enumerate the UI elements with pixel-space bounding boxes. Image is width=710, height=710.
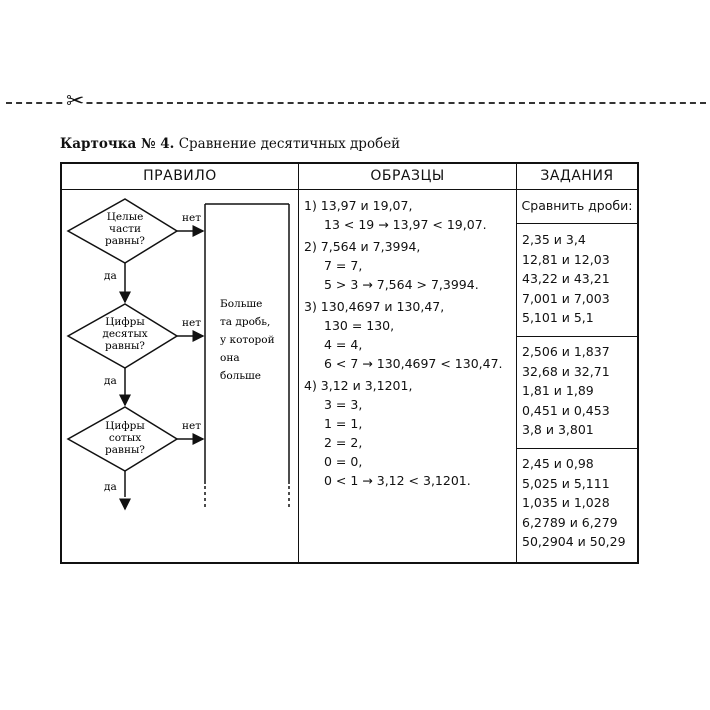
diamond-label: Цифры	[105, 316, 145, 328]
task-item: 6,2789 и 6,279	[522, 514, 618, 530]
sample-line: 6 < 7 → 130,4697 < 130,47.	[324, 356, 503, 371]
diamond-label: равны?	[105, 340, 145, 352]
sample-line: 4 = 4,	[324, 337, 363, 352]
diamond-label: равны?	[105, 444, 145, 456]
yes-label: да	[104, 270, 117, 282]
result-text: больше	[220, 370, 262, 382]
sample-line: 1) 13,97 и 19,07,	[304, 198, 413, 213]
task-item: 7,001 и 7,003	[522, 290, 610, 306]
samples-list	[304, 196, 514, 493]
task-item: 1,035 и 1,028	[522, 495, 610, 510]
diamond-label: равны?	[105, 235, 145, 247]
rule-table	[60, 162, 639, 564]
no-label: нет	[182, 420, 202, 432]
task-group	[522, 454, 640, 552]
header-samples: ОБРАЗЦЫ	[370, 168, 445, 184]
task-item: 43,22 и 43,21	[522, 271, 610, 286]
sample-line: 2 = 2,	[324, 435, 363, 450]
card-number: Карточка № 4.	[60, 136, 175, 152]
task-item: 1,81 и 1,89	[522, 383, 594, 398]
task-item: 32,68 и 32,71	[522, 363, 610, 379]
task-item: 2,45 и 0,98	[522, 456, 594, 471]
task-divider	[516, 336, 637, 337]
no-label: нет	[182, 212, 202, 224]
sample-line: 5 > 3 → 7,564 > 7,3994.	[324, 277, 479, 292]
task-group	[522, 230, 640, 328]
task-item: 5,025 и 5,111	[522, 475, 610, 491]
scissors-icon: ✂	[66, 89, 85, 114]
result-text: Больше	[220, 298, 263, 310]
dashed-line	[6, 102, 706, 104]
task-divider	[516, 223, 637, 224]
result-text: у которой	[220, 334, 275, 346]
sample-item	[304, 237, 514, 294]
sample-item	[304, 297, 514, 373]
card-topic: Сравнение десятичных дробей	[178, 136, 401, 152]
task-item: 12,81 и 12,03	[522, 251, 610, 267]
diamond-label: Цифры	[105, 420, 145, 432]
sample-line: 3) 130,4697 и 130,47,	[304, 299, 445, 314]
tasks-instruction: Сравнить дроби:	[521, 198, 633, 213]
task-group	[522, 342, 640, 440]
card-title	[60, 136, 400, 152]
diamond-label: части	[109, 223, 141, 235]
sample-line: 7 = 7,	[324, 258, 363, 273]
task-item: 0,451 и 0,453	[522, 402, 610, 418]
flowchart	[62, 164, 298, 562]
task-divider	[516, 448, 637, 449]
sample-line: 130 = 130,	[324, 318, 395, 333]
result-text: та дробь,	[220, 316, 271, 328]
task-item: 3,8 и 3,801	[522, 422, 594, 437]
sample-item	[304, 376, 514, 490]
diamond-label: сотых	[108, 432, 142, 444]
sample-line: 1 = 1,	[324, 416, 363, 431]
diamond-label: Целые	[106, 211, 144, 223]
task-item: 2,35 и 3,4	[522, 232, 586, 247]
diamond-label: десятых	[102, 328, 148, 340]
header-tasks: ЗАДАНИЯ	[540, 168, 614, 184]
sample-item	[304, 196, 514, 234]
no-label: нет	[182, 317, 202, 329]
cut-line	[6, 89, 706, 114]
yes-label: да	[104, 375, 117, 387]
column-divider	[298, 164, 299, 562]
sample-line: 4) 3,12 и 3,1201,	[304, 378, 413, 393]
task-item: 50,2904 и 50,29	[522, 534, 626, 549]
result-text: она	[220, 352, 240, 364]
sample-line: 0 < 1 → 3,12 < 3,1201.	[324, 473, 471, 488]
task-item: 5,101 и 5,1	[522, 310, 594, 325]
sample-line: 0 = 0,	[324, 454, 363, 469]
sample-line: 13 < 19 → 13,97 < 19,07.	[324, 217, 487, 232]
sample-line: 2) 7,564 и 7,3994,	[304, 239, 421, 254]
sample-line: 3 = 3,	[324, 397, 363, 412]
yes-label: да	[104, 481, 117, 493]
task-item: 2,506 и 1,837	[522, 344, 610, 359]
header-rule: ПРАВИЛО	[143, 168, 217, 184]
